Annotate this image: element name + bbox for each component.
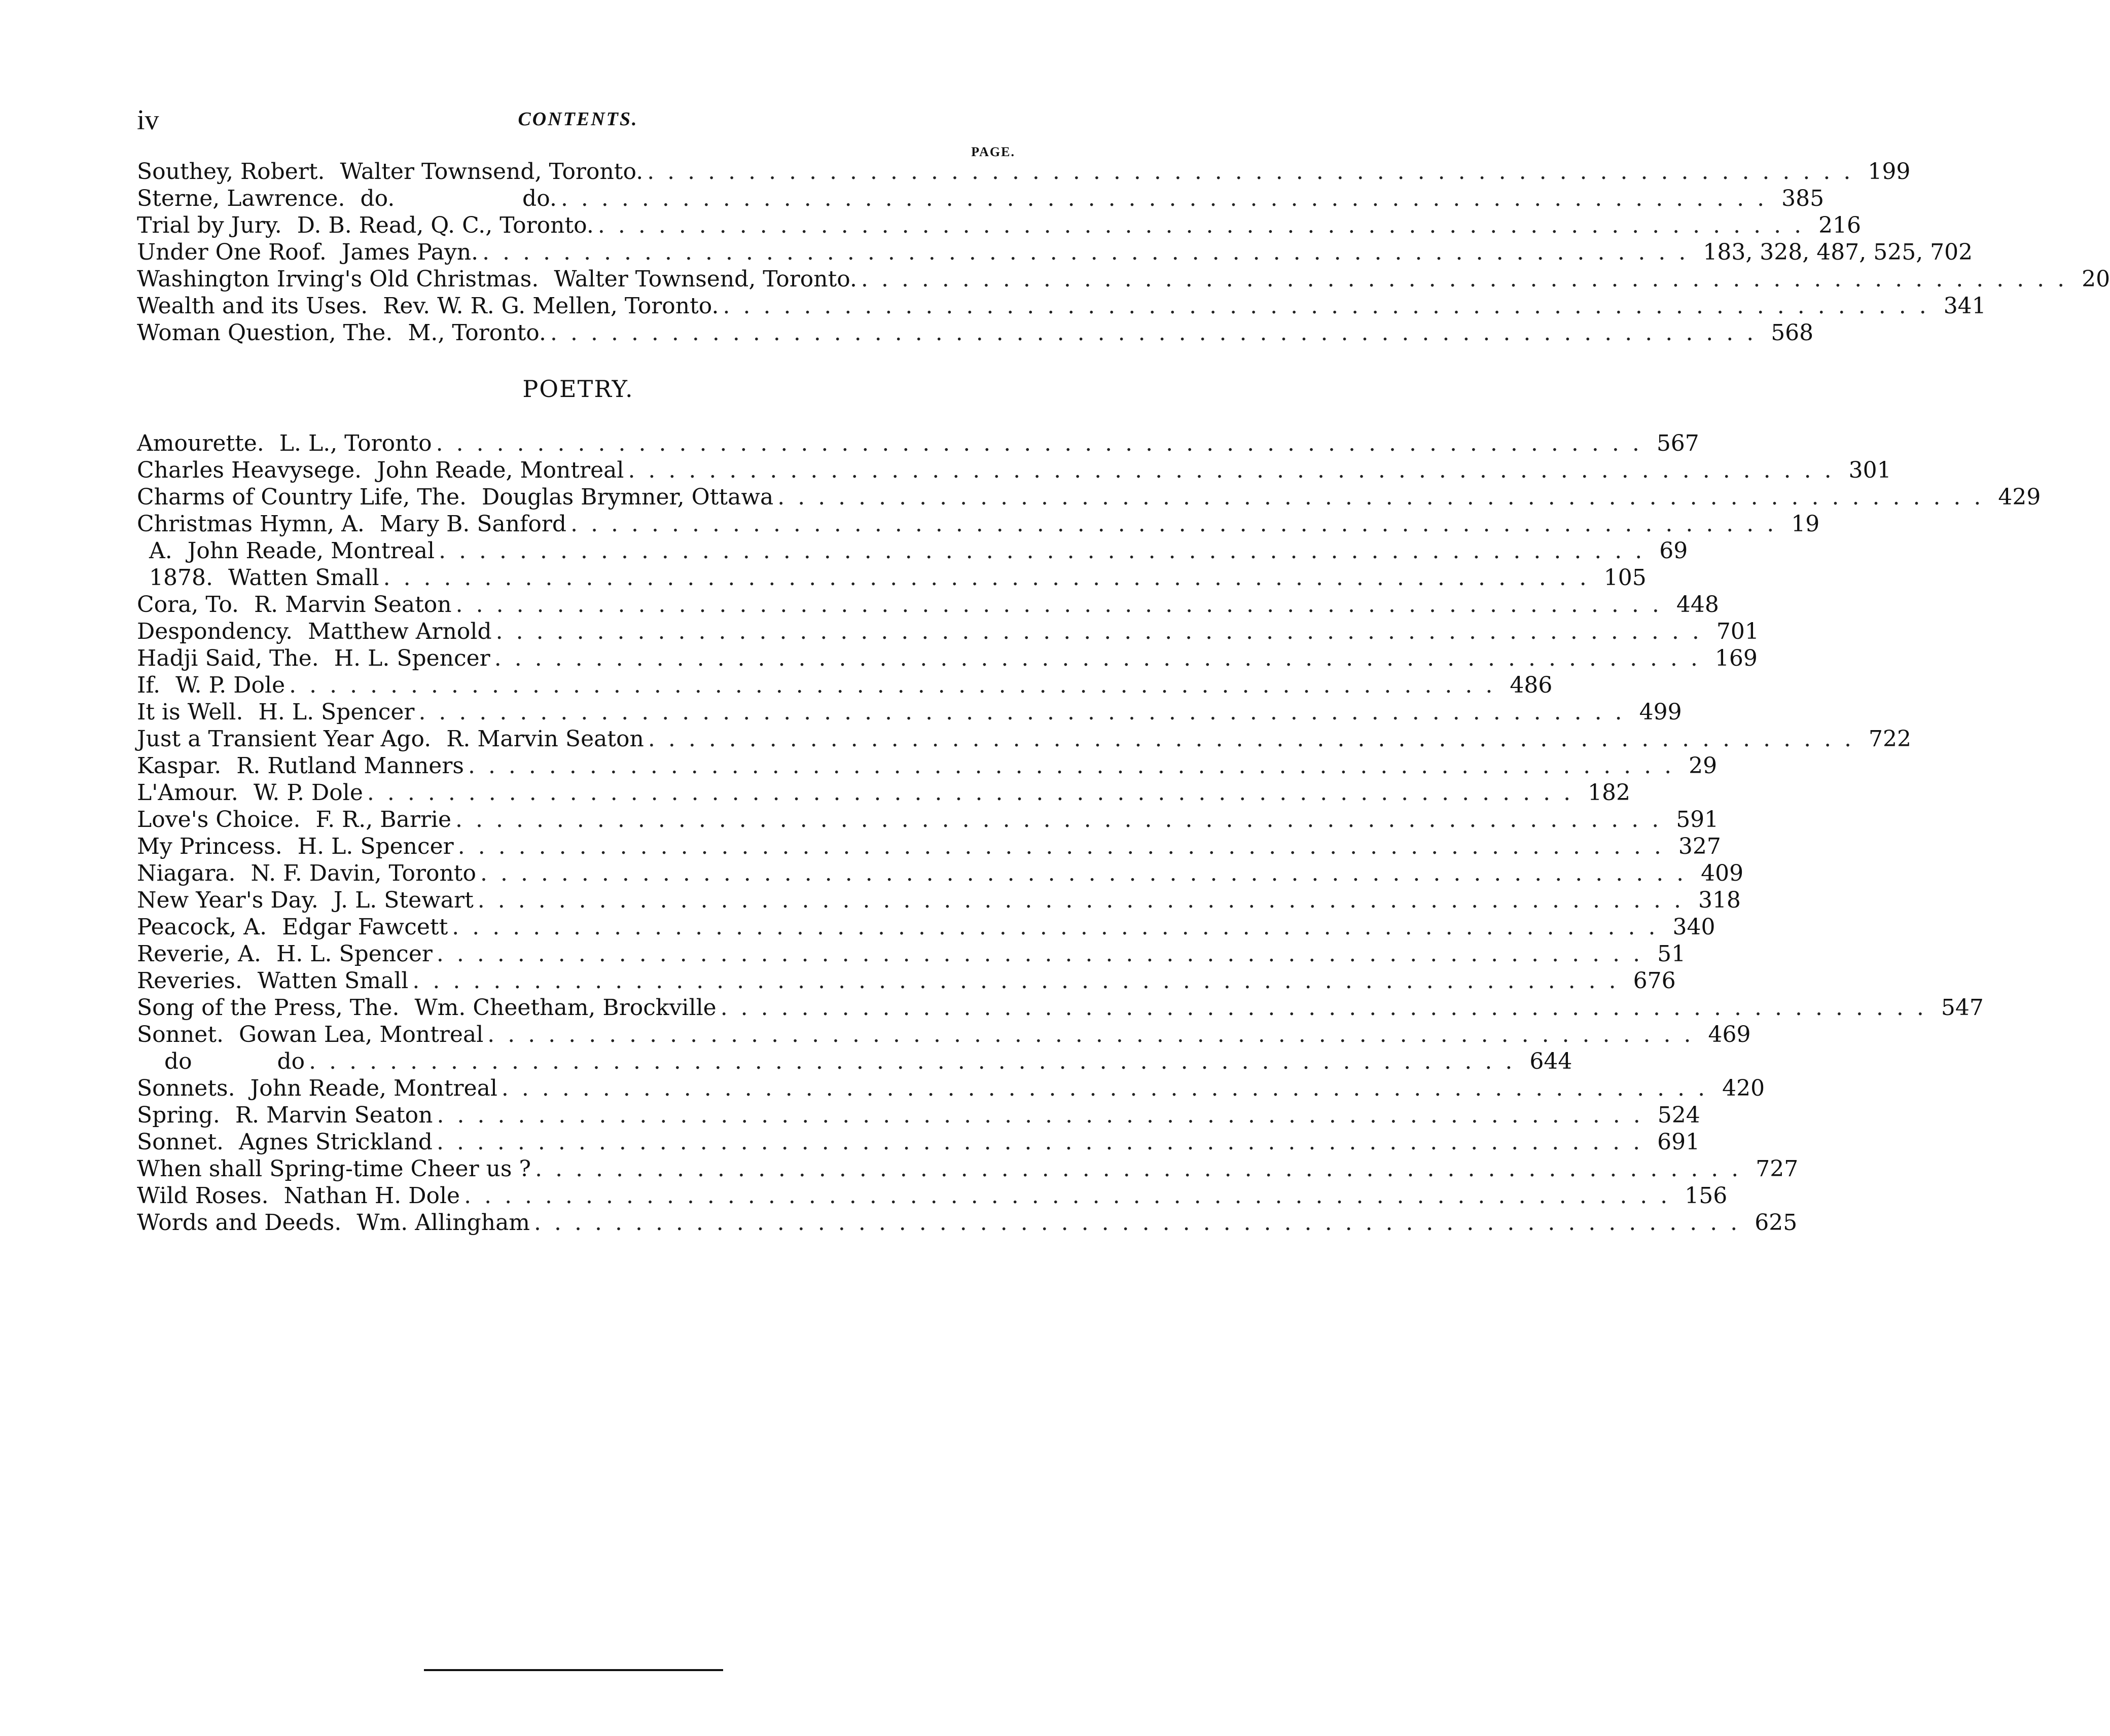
entry-title: Under One Roof. — [137, 239, 327, 265]
entry-title: Reverie, A. — [137, 941, 261, 967]
entry-author: Walter Townsend, Toronto. — [340, 159, 643, 185]
dot-leader: ............................................................ — [647, 159, 1864, 185]
dot-leader: ............................................................ — [861, 266, 2078, 292]
entry-page-number: 625 — [1755, 1210, 1798, 1236]
toc-entry — [137, 511, 1820, 537]
dot-leader: ............................................................ — [501, 1075, 1719, 1101]
entry-title: It is Well. — [137, 699, 243, 725]
entry-title: Wild Roses. — [137, 1183, 269, 1209]
entry-page-number: 29 — [1689, 753, 1718, 779]
dot-leader: ............................................................ — [777, 484, 1994, 510]
entry-page-number: 676 — [1633, 968, 1676, 994]
entry-title: Trial by Jury. — [137, 212, 282, 238]
entry-author: J. L. Stewart — [333, 887, 474, 913]
entry-title: Sterne, Lawrence. — [137, 186, 345, 211]
entry-page-number: 420 — [1722, 1075, 1765, 1101]
dot-leader: ............................................................ — [412, 968, 1629, 994]
toc-entry — [137, 860, 1744, 887]
entry-title: Despondency. — [137, 619, 293, 644]
toc-entry — [137, 1021, 1751, 1048]
entry-title: Charles Heavysege. — [137, 457, 362, 483]
entry-page-number: 318 — [1698, 887, 1741, 913]
entry-page-number: 341 — [1943, 293, 1986, 319]
entry-author: H. L. Spencer — [276, 941, 433, 967]
toc-entry — [137, 967, 1676, 994]
dot-leader: ............................................................ — [468, 753, 1685, 779]
entry-title: Just a Transient Year Ago. — [137, 726, 432, 752]
toc-entry — [137, 887, 1741, 914]
toc-entry — [137, 537, 1688, 564]
entry-title: My Princess. — [137, 834, 282, 859]
entry-title: A. — [149, 538, 172, 564]
dot-leader: ............................................................ — [477, 887, 1694, 913]
entry-author: D. B. Read, Q. C., Toronto. — [297, 212, 594, 238]
page-header — [137, 104, 1019, 159]
poetry-contents-list — [137, 430, 2041, 1236]
entry-title: Words and Deeds. — [137, 1210, 342, 1236]
entry-page-number: 19 — [1791, 511, 1820, 537]
entry-author: Watten Small — [257, 968, 409, 994]
toc-entry — [137, 185, 1825, 212]
entry-page-number: 644 — [1529, 1048, 1572, 1074]
dot-leader: ............................................................ — [648, 726, 1865, 752]
entry-page-number: 183, 328, 487, 525, 702 — [1703, 239, 1973, 265]
entry-page-number: 568 — [1771, 320, 1814, 346]
prose-contents-list — [137, 158, 2110, 346]
entry-title: Niagara. — [137, 860, 236, 886]
entry-page-number: 469 — [1708, 1022, 1751, 1047]
dot-leader: ............................................................ — [455, 807, 1672, 833]
entry-title: Sonnets. — [137, 1075, 235, 1101]
entry-author: R. Rutland Manners — [236, 753, 464, 779]
entry-author: Agnes Strickland — [239, 1129, 433, 1155]
dot-leader: ............................................................ — [597, 212, 1815, 238]
toc-entry — [137, 914, 1715, 941]
entry-author: do do — [164, 1048, 305, 1074]
entry-author: R. Marvin Seaton — [254, 592, 452, 618]
entry-author: do. do. — [360, 186, 557, 211]
toc-entry — [137, 1182, 1728, 1209]
dot-leader: ............................................................ — [309, 1048, 1526, 1074]
entry-title: Charms of Country Life, The. — [137, 484, 467, 510]
dot-leader: ............................................................ — [437, 1102, 1654, 1128]
toc-entry — [137, 293, 1986, 319]
entry-author: Walter Townsend, Toronto. — [554, 266, 857, 292]
entry-page-number: 429 — [1998, 484, 2041, 510]
entry-author: John Reade, Montreal — [187, 538, 435, 564]
entry-title: Wealth and its Uses. — [137, 293, 368, 319]
dot-leader: ............................................................ — [723, 293, 1940, 319]
toc-entry — [137, 1102, 1700, 1129]
entry-page-number: 499 — [1639, 699, 1682, 725]
entry-page-number: 199 — [1868, 159, 1911, 185]
dot-leader: ............................................................ — [464, 1183, 1681, 1209]
entry-author: Wm. Cheetham, Brockville — [414, 995, 717, 1021]
entry-title: Woman Question, The. — [137, 320, 393, 346]
entry-page-number: 340 — [1672, 914, 1715, 940]
entry-author: H. L. Spencer — [297, 834, 454, 859]
entry-author: R. Marvin Seaton — [446, 726, 644, 752]
toc-entry — [137, 484, 2041, 511]
toc-entry — [137, 430, 1699, 457]
entry-author: Rev. W. R. G. Mellen, Toronto. — [383, 293, 719, 319]
entry-page-number: 691 — [1657, 1129, 1700, 1155]
dot-leader: ............................................................ — [560, 186, 1778, 211]
entry-title: Love's Choice. — [137, 807, 301, 833]
toc-entry — [137, 319, 1814, 346]
dot-leader: ............................................................ — [550, 320, 1767, 346]
entry-title: Washington Irving's Old Christmas. — [137, 266, 539, 292]
entry-title: Spring. — [137, 1102, 220, 1128]
entry-page-number: 20 — [2082, 266, 2110, 292]
entry-title: Reveries. — [137, 968, 242, 994]
entry-title: Christmas Hymn, A. — [137, 511, 365, 537]
entry-author: James Payn. — [341, 239, 479, 265]
entry-page-number: 301 — [1848, 457, 1891, 483]
toc-entry — [137, 699, 1682, 726]
dot-leader: ............................................................ — [418, 699, 1635, 725]
entry-page-number: 327 — [1678, 834, 1721, 859]
toc-entry — [137, 672, 1553, 699]
entry-author: M., Toronto. — [408, 320, 546, 346]
page-column-label: PAGE. — [971, 144, 1015, 159]
entry-page-number: 591 — [1676, 807, 1719, 833]
dot-leader: ............................................................ — [289, 672, 1506, 698]
entry-author: H. L. Spencer — [334, 645, 490, 671]
toc-entry — [137, 618, 1759, 645]
dot-leader: ............................................................ — [570, 511, 1787, 537]
toc-entry — [137, 1155, 1799, 1182]
entry-page-number: 722 — [1869, 726, 1912, 752]
entry-author: H. L. Spencer — [258, 699, 415, 725]
entry-page-number: 701 — [1716, 619, 1759, 644]
toc-entry — [137, 1075, 1765, 1102]
poetry-heading: POETRY. — [522, 375, 634, 403]
entry-author: Nathan H. Dole — [283, 1183, 460, 1209]
toc-entry — [137, 591, 1719, 618]
dot-leader: ............................................................ — [457, 834, 1674, 859]
entry-author: Douglas Brymner, Ottawa — [482, 484, 774, 510]
entry-title: L'Amour. — [137, 780, 238, 806]
toc-entry — [137, 266, 2110, 293]
entry-author: John Reade, Montreal — [250, 1075, 497, 1101]
entry-title: Peacock, A. — [137, 914, 267, 940]
entry-page-number: 486 — [1510, 672, 1553, 698]
dot-leader: ............................................................ — [535, 1156, 1752, 1182]
entry-title: New Year's Day. — [137, 887, 318, 913]
entry-page-number: 409 — [1701, 860, 1744, 886]
dot-leader: ............................................................ — [487, 1022, 1704, 1047]
entry-title: Sonnet. — [137, 1022, 224, 1047]
entry-page-number: 547 — [1941, 995, 1984, 1021]
dot-leader: ............................................................ — [436, 1129, 1654, 1155]
entry-title: Hadji Said, The. — [137, 645, 319, 671]
entry-page-number: 385 — [1781, 186, 1825, 211]
dot-leader: ............................................................ — [455, 592, 1672, 618]
entry-title: If. — [137, 672, 161, 698]
dot-leader: ............................................................ — [720, 995, 1937, 1021]
dot-leader: ............................................................ — [383, 565, 1600, 591]
entry-title: 1878. — [149, 565, 213, 591]
entry-author: Mary B. Sanford — [379, 511, 567, 537]
entry-title: Kaspar. — [137, 753, 222, 779]
footer-rule — [424, 1669, 723, 1671]
toc-entry — [137, 941, 1686, 967]
entry-author: Matthew Arnold — [308, 619, 492, 644]
entry-author: R. Marvin Seaton — [235, 1102, 433, 1128]
entry-page-number: 156 — [1685, 1183, 1728, 1209]
dot-leader: ............................................................ — [482, 239, 1699, 265]
dot-leader: ............................................................ — [628, 457, 1845, 483]
entry-page-number: 169 — [1714, 645, 1758, 671]
dot-leader: ............................................................ — [436, 430, 1653, 456]
dot-leader: ............................................................ — [452, 914, 1669, 940]
entry-author: Edgar Fawcett — [282, 914, 448, 940]
entry-page-number: 51 — [1657, 941, 1686, 967]
entry-page-number: 448 — [1676, 592, 1719, 618]
toc-entry — [137, 806, 1719, 833]
entry-author: John Reade, Montreal — [377, 457, 624, 483]
dot-leader: ............................................................ — [494, 645, 1711, 671]
dot-leader: ............................................................ — [495, 619, 1712, 644]
toc-entry — [137, 457, 1891, 484]
entry-title: Song of the Press, The. — [137, 995, 400, 1021]
entry-author: Watten Small — [228, 565, 379, 591]
toc-entry — [137, 833, 1721, 860]
dot-leader: ............................................................ — [436, 941, 1654, 967]
entry-author: Wm. Allingham — [356, 1210, 530, 1236]
page-number: iv — [137, 104, 159, 136]
entry-author: W. P. Dole — [175, 672, 285, 698]
toc-entry — [137, 726, 1912, 752]
entry-page-number: 216 — [1818, 212, 1862, 238]
entry-title: Cora, To. — [137, 592, 239, 618]
entry-page-number: 524 — [1657, 1102, 1700, 1128]
entry-title: Sonnet. — [137, 1129, 224, 1155]
toc-entry — [137, 752, 1718, 779]
toc-entry — [137, 158, 1911, 185]
toc-entry — [137, 239, 1973, 266]
dot-leader: ............................................................ — [480, 860, 1697, 886]
toc-entry — [137, 779, 1631, 806]
entry-page-number: 105 — [1603, 565, 1647, 591]
entry-page-number: 567 — [1656, 430, 1699, 456]
toc-entry — [137, 994, 1984, 1021]
entry-author: F. R., Barrie — [315, 807, 451, 833]
toc-entry — [137, 564, 1647, 591]
entry-title: Southey, Robert. — [137, 159, 325, 185]
dot-leader: ............................................................ — [534, 1210, 1751, 1236]
entry-author: W. P. Dole — [253, 780, 363, 806]
entry-page-number: 727 — [1756, 1156, 1799, 1182]
entry-page-number: 182 — [1588, 780, 1631, 806]
running-title: CONTENTS. — [518, 108, 638, 130]
toc-entry — [137, 1048, 1572, 1075]
entry-title: When shall Spring-time Cheer us ? — [137, 1156, 531, 1182]
toc-entry — [137, 1209, 1798, 1236]
entry-author: L. L., Toronto — [279, 430, 432, 456]
dot-leader: ............................................................ — [367, 780, 1584, 806]
entry-title: Amourette. — [137, 430, 264, 456]
dot-leader: ............................................................ — [439, 538, 1656, 564]
toc-entry — [137, 1129, 1700, 1155]
entry-author: N. F. Davin, Toronto — [251, 860, 476, 886]
entry-page-number: 69 — [1659, 538, 1688, 564]
toc-entry — [137, 212, 1862, 239]
toc-entry — [137, 645, 1758, 672]
entry-author: Gowan Lea, Montreal — [239, 1022, 484, 1047]
